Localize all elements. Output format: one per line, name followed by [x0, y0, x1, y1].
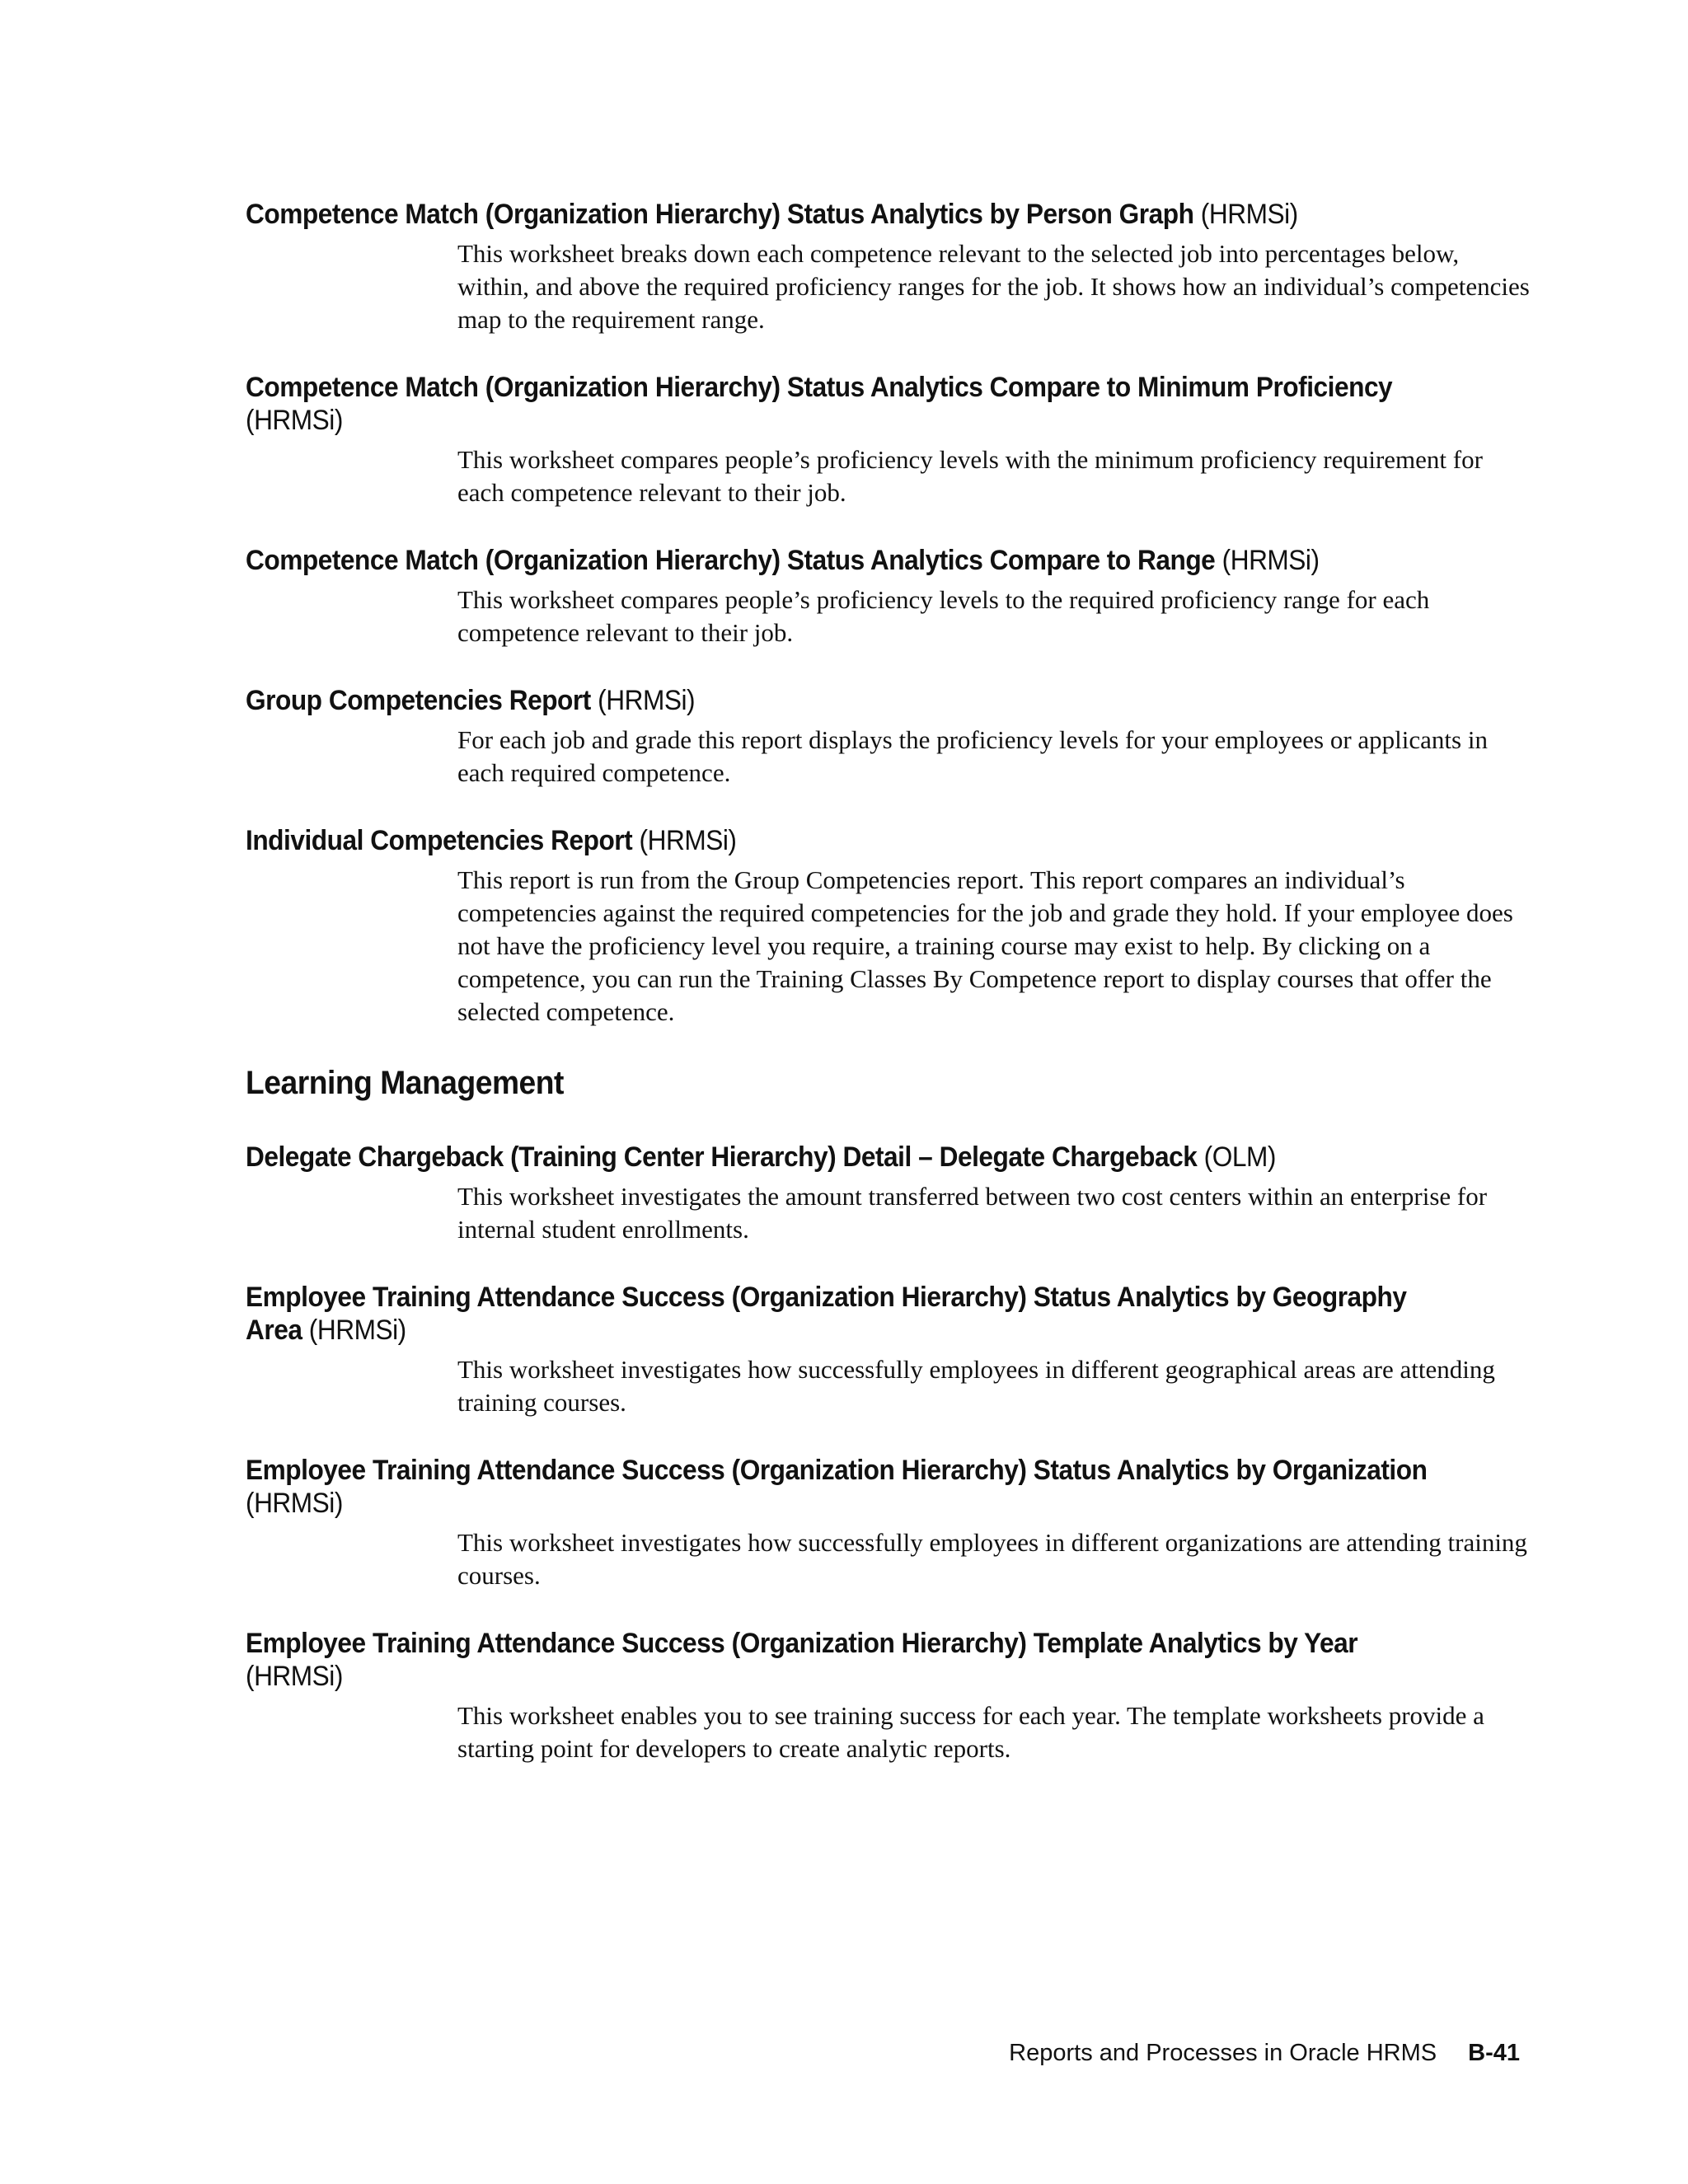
entry-title	[246, 684, 1442, 717]
entry-title-text: Delegate Chargeback (Training Center Hierarchy) Detail – Delegate Chargeback	[246, 1141, 1198, 1173]
entry-title	[246, 544, 1442, 577]
entry-title	[246, 1141, 1442, 1174]
footer-book-title: Reports and Processes in Oracle HRMS	[1009, 2040, 1437, 2066]
entry-delegate-chargeback	[246, 1141, 1531, 1246]
entry-title	[246, 1454, 1442, 1520]
entry-title-text: Group Competencies Report	[246, 685, 591, 716]
entry-description: This worksheet investigates how successfully employees in different organizations are attending training courses.	[457, 1528, 1527, 1590]
entry-competence-match-minimum-proficiency	[246, 371, 1531, 509]
entry-training-attendance-geography	[246, 1281, 1531, 1419]
entry-title	[246, 1281, 1442, 1347]
entry-title	[246, 1627, 1442, 1693]
entry-competence-match-person-graph	[246, 198, 1531, 336]
section-heading-learning-management: Learning Management	[246, 1065, 564, 1101]
entry-title-text: Individual Competencies Report	[246, 825, 633, 856]
entry-description: This report is run from the Group Competencies report. This report compares an individual’s competencies against the required competencies for the job and grade they hold. If your employee does not have the proficiency level you require, a training course may exist to help. By clicking on a competence, you can run the Training Classes By Competence report to display courses that offer the selected competence.	[457, 865, 1513, 1026]
entry-product-tag: (HRMSi)	[246, 1661, 343, 1692]
entry-title-text: Employee Training Attendance Success (Organization Hierarchy) Status Analytics by Geography Area	[246, 1282, 1407, 1346]
entry-title-text: Competence Match (Organization Hierarchy) Status Analytics Compare to Minimum Proficiency	[246, 372, 1393, 403]
entry-description: This worksheet compares people’s proficiency levels with the minimum proficiency requirement for each competence relevant to their job.	[457, 445, 1483, 507]
entry-product-tag: (HRMSi)	[246, 1488, 343, 1519]
entry-title	[246, 371, 1442, 437]
entry-competence-match-range	[246, 544, 1531, 649]
entry-product-tag: (HRMSi)	[246, 405, 343, 436]
entry-title-text: Employee Training Attendance Success (Organization Hierarchy) Template Analytics by Year	[246, 1628, 1358, 1659]
entry-description: This worksheet investigates how successfully employees in different geographical areas are attending training courses.	[457, 1355, 1495, 1417]
entry-title-text: Competence Match (Organization Hierarchy) Status Analytics by Person Graph	[246, 199, 1194, 230]
entry-product-tag: (HRMSi)	[308, 1315, 406, 1346]
entry-individual-competencies-report	[246, 824, 1531, 1029]
entry-title-text: Employee Training Attendance Success (Organization Hierarchy) Status Analytics by Organization	[246, 1455, 1428, 1486]
entry-description: This worksheet investigates the amount transferred between two cost centers within an enterprise for internal student enrollments.	[457, 1182, 1488, 1244]
entry-product-tag: (HRMSi)	[639, 825, 737, 856]
entry-training-attendance-organization	[246, 1454, 1531, 1592]
entry-title	[246, 198, 1442, 231]
entry-group-competencies-report	[246, 684, 1531, 790]
entry-product-tag: (HRMSi)	[1221, 545, 1320, 576]
entry-product-tag: (OLM)	[1203, 1141, 1276, 1173]
entry-title	[246, 824, 1442, 857]
entry-description: For each job and grade this report displays the proficiency levels for your employees or applicants in each required competence.	[457, 725, 1488, 787]
page-content	[246, 198, 1531, 1800]
entry-product-tag: (HRMSi)	[598, 685, 696, 716]
entry-description: This worksheet breaks down each competence relevant to the selected job into percentages below, within, and above the required proficiency ranges for the job. It shows how an individual’s competencies map to the requirement range.	[457, 239, 1530, 334]
footer-page-number: B-41	[1468, 2040, 1520, 2066]
entry-description: This worksheet compares people’s proficiency levels to the required proficiency range for each competence relevant to their job.	[457, 585, 1430, 647]
entry-title-text: Competence Match (Organization Hierarchy) Status Analytics Compare to Range	[246, 545, 1216, 576]
entry-training-attendance-template-year	[246, 1627, 1531, 1765]
page-footer	[1009, 2039, 1520, 2067]
entry-product-tag: (HRMSi)	[1200, 199, 1298, 230]
entry-description: This worksheet enables you to see training success for each year. The template worksheets provide a starting point for developers to create analytic reports.	[457, 1701, 1484, 1763]
